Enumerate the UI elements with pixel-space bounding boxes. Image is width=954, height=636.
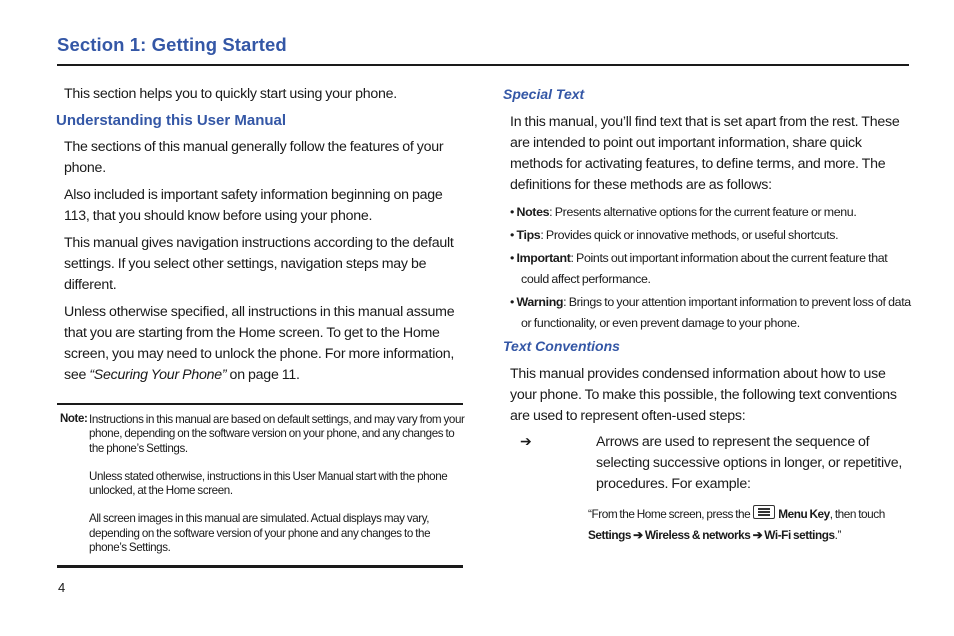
example-mid: , then touch <box>829 507 885 521</box>
note-label: Note: <box>60 413 88 425</box>
example-line-1 <box>588 504 918 525</box>
important-term: Important <box>516 251 571 265</box>
example-block <box>588 504 918 546</box>
left-column <box>56 84 464 392</box>
menu-key-label: Menu Key <box>778 507 830 521</box>
example-prefix: “From the Home screen, press the <box>588 507 751 521</box>
list-item: • Important: Points out important information about the current feature that could affect performance. <box>510 251 888 286</box>
example-line-2 <box>588 525 918 546</box>
wireless-networks-step: Wireless & networks <box>644 528 751 542</box>
list-item: • Warning: Brings to your attention important information to prevent loss of data or functionality, or even prevent damage to your phone. <box>510 295 911 330</box>
home-screen-text: Unless otherwise specified, all instructions in this manual assume that you are starting from the Home screen. To get to the Home screen, you may need to unlock the phone. For more information, see <box>64 304 455 383</box>
list-item: • Notes: Presents alternative options for the current feature or menu. <box>510 205 857 219</box>
list-item: • Tips: Provides quick or innovative methods, or useful shortcuts. <box>510 228 839 242</box>
title-divider <box>57 64 909 66</box>
note-box <box>57 403 463 568</box>
arrow-separator-icon: ➔ <box>752 528 763 542</box>
menu-key-icon <box>753 505 775 519</box>
right-column <box>503 84 913 433</box>
section-title: Section 1: Getting Started <box>57 34 287 55</box>
arrow-separator-icon: ➔ <box>633 528 643 542</box>
page-number: 4 <box>58 580 66 595</box>
warning-term: Warning <box>516 295 564 309</box>
sections-paragraph: The sections of this manual generally follow the features of your phone. <box>64 139 444 176</box>
arrow-description: Arrows are used to represent the sequence of selecting successive options in longer, or repetitive, procedures. For example: <box>596 434 903 492</box>
tips-definition: : Provides quick or innovative methods, or useful shortcuts. <box>540 228 839 242</box>
special-text-intro: In this manual, you’ll find text that is set apart from the rest. These are intended to point out important information, share quick methods for activating features, to define terms, and more. The definitions for these methods are as follows: <box>510 114 900 193</box>
note-paragraph: Unless stated otherwise, instructions in this User Manual start with the phone unlocked, at the Home screen. <box>89 469 448 498</box>
wifi-settings-step: Wi-Fi settings <box>764 528 835 542</box>
special-text-heading: Special Text <box>503 86 585 102</box>
notes-definition: : Presents alternative options for the current feature or menu. <box>549 205 857 219</box>
settings-step: Settings <box>588 528 631 542</box>
special-text-list <box>510 202 913 334</box>
securing-phone-reference: “Securing Your Phone” <box>89 367 227 383</box>
conventions-intro: This manual provides condensed information about how to use your phone. To make this possible, the following text conventions are used to represent often-used steps: <box>510 366 897 424</box>
note-paragraph: All screen images in this manual are simulated. Actual displays may vary, depending on the software version of your phone and any changes to the phone’s Settings. <box>89 512 431 555</box>
tips-term: Tips <box>516 228 541 242</box>
warning-definition: : Brings to your attention important information to prevent loss of data or functionality, or even prevent damage to your phone. <box>521 295 911 330</box>
note-paragraphs <box>89 413 465 569</box>
note-paragraph: Instructions in this manual are based on default settings, and may vary from your phone, depending on the software version on your phone, and any changes to the phone’s Settings. <box>89 413 465 455</box>
important-definition: : Points out important information about the current feature that could affect performance. <box>521 251 888 286</box>
page-reference: on page 11. <box>226 367 300 383</box>
understanding-heading: Understanding this User Manual <box>56 112 287 129</box>
home-screen-paragraph <box>64 302 464 386</box>
notes-term: Notes <box>516 205 550 219</box>
navigation-paragraph: This manual gives navigation instructions according to the default settings. If you select other settings, navigation steps may be different. <box>64 235 454 293</box>
example-suffix: .” <box>834 528 841 542</box>
safety-paragraph: Also included is important safety information beginning on page 113, that you should know before using your phone. <box>64 187 443 224</box>
intro-paragraph: This section helps you to quickly start using your phone. <box>64 86 397 102</box>
arrow-icon: ➔ <box>520 433 532 449</box>
text-conventions-heading: Text Conventions <box>503 338 620 354</box>
